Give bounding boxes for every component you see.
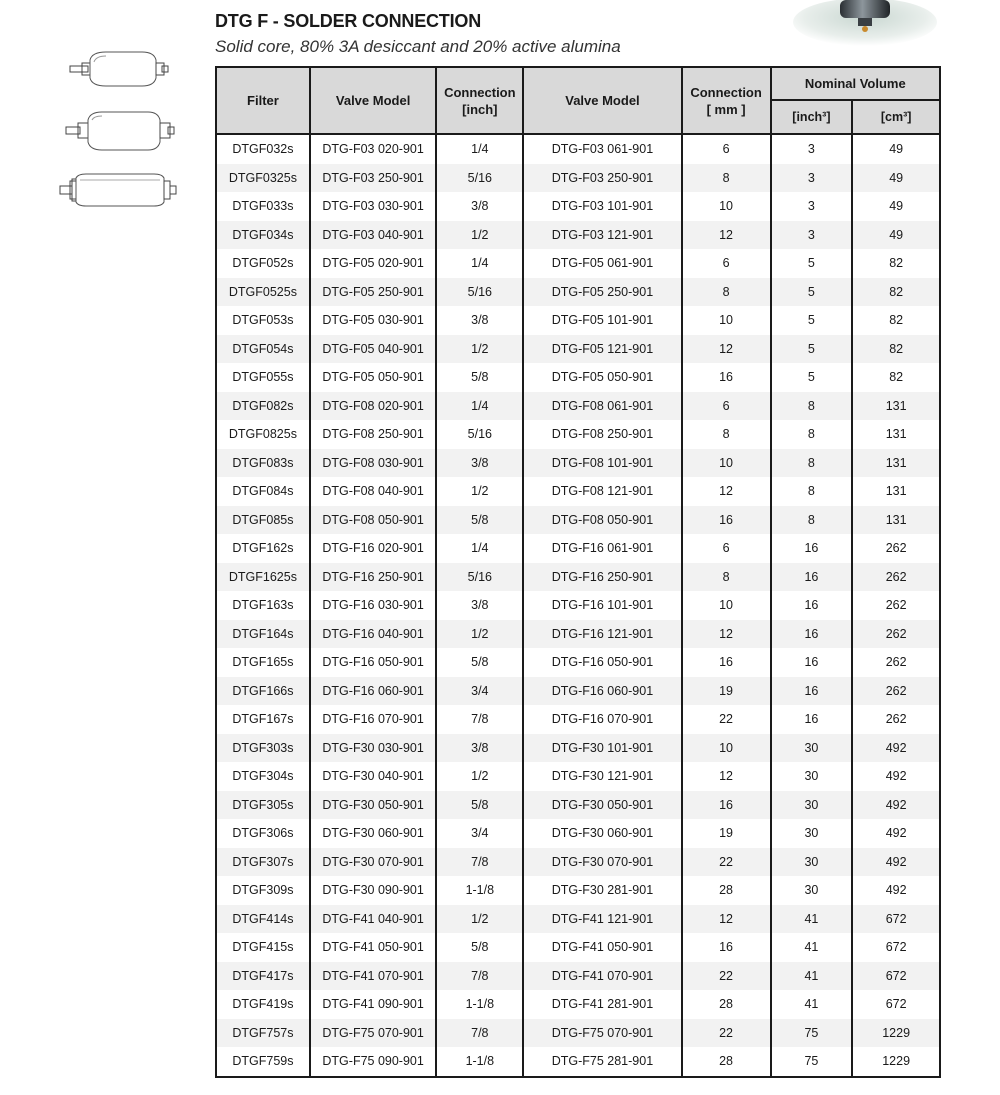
volume-cm3-cell: 49 <box>852 192 940 221</box>
filter-cell: DTGF305s <box>216 791 310 820</box>
filter-cell: DTGF083s <box>216 449 310 478</box>
filter-cell: DTGF419s <box>216 990 310 1019</box>
valve-model-cell: DTG-F05 030-901 <box>310 306 437 335</box>
connection-mm-cell: 12 <box>682 335 771 364</box>
connection-mm-cell: 10 <box>682 449 771 478</box>
filter-cell: DTGF415s <box>216 933 310 962</box>
connection-inch-cell: 3/4 <box>436 677 523 706</box>
volume-cm3-cell: 82 <box>852 335 940 364</box>
valve-model-cell: DTG-F30 090-901 <box>310 876 437 905</box>
filter-drier-medium-drawing <box>66 112 174 150</box>
valve-model-2-cell: DTG-F16 101-901 <box>523 591 681 620</box>
volume-cm3-cell: 262 <box>852 648 940 677</box>
filter-cell: DTGF054s <box>216 335 310 364</box>
valve-model-cell: DTG-F75 070-901 <box>310 1019 437 1048</box>
valve-model-2-cell: DTG-F08 050-901 <box>523 506 681 535</box>
valve-model-cell: DTG-F03 030-901 <box>310 192 437 221</box>
connection-inch-cell: 5/8 <box>436 933 523 962</box>
connection-inch-cell: 5/8 <box>436 791 523 820</box>
connection-mm-cell: 19 <box>682 677 771 706</box>
connection-mm-cell: 8 <box>682 420 771 449</box>
table-row <box>216 192 940 221</box>
valve-model-2-cell: DTG-F75 281-901 <box>523 1047 681 1077</box>
filter-cell: DTGF167s <box>216 705 310 734</box>
valve-model-2-cell: DTG-F05 101-901 <box>523 306 681 335</box>
connection-inch-cell: 3/4 <box>436 819 523 848</box>
valve-model-2-cell: DTG-F05 061-901 <box>523 249 681 278</box>
table-row <box>216 392 940 421</box>
table-row <box>216 1019 940 1048</box>
volume-cm3-cell: 131 <box>852 420 940 449</box>
valve-model-2-cell: DTG-F16 121-901 <box>523 620 681 649</box>
filter-cell: DTGF163s <box>216 591 310 620</box>
volume-cm3-cell: 492 <box>852 848 940 877</box>
volume-cm3-cell: 492 <box>852 819 940 848</box>
connection-inch-cell: 1/4 <box>436 392 523 421</box>
filter-cell: DTGF414s <box>216 905 310 934</box>
connection-inch-cell: 5/8 <box>436 648 523 677</box>
connection-mm-cell: 12 <box>682 762 771 791</box>
header-connection-inch-line2: [inch] <box>462 101 498 117</box>
filter-cell: DTGF055s <box>216 363 310 392</box>
volume-cm3-cell: 49 <box>852 134 940 164</box>
valve-model-2-cell: DTG-F05 250-901 <box>523 278 681 307</box>
volume-cm3-cell: 82 <box>852 363 940 392</box>
table-row <box>216 620 940 649</box>
volume-cm3-cell: 262 <box>852 591 940 620</box>
connection-inch-cell: 3/8 <box>436 591 523 620</box>
filter-drier-drawings <box>58 48 178 218</box>
connection-mm-cell: 22 <box>682 705 771 734</box>
connection-inch-cell: 1-1/8 <box>436 876 523 905</box>
connection-mm-cell: 10 <box>682 591 771 620</box>
table-row <box>216 249 940 278</box>
valve-model-2-cell: DTG-F08 250-901 <box>523 420 681 449</box>
filter-cell: DTGF053s <box>216 306 310 335</box>
filter-cell: DTGF162s <box>216 534 310 563</box>
table-row <box>216 762 940 791</box>
volume-inch3-cell: 5 <box>771 363 853 392</box>
volume-inch3-cell: 3 <box>771 164 853 193</box>
valve-model-cell: DTG-F08 040-901 <box>310 477 437 506</box>
valve-model-2-cell: DTG-F41 121-901 <box>523 905 681 934</box>
filter-cell: DTGF759s <box>216 1047 310 1077</box>
filter-cell: DTGF417s <box>216 962 310 991</box>
header-cm3: [cm³] <box>852 100 940 134</box>
valve-model-2-cell: DTG-F75 070-901 <box>523 1019 681 1048</box>
volume-inch3-cell: 8 <box>771 449 853 478</box>
volume-cm3-cell: 672 <box>852 990 940 1019</box>
connection-mm-cell: 28 <box>682 876 771 905</box>
filter-cell: DTGF033s <box>216 192 310 221</box>
volume-cm3-cell: 672 <box>852 933 940 962</box>
filter-cell: DTGF085s <box>216 506 310 535</box>
volume-cm3-cell: 1229 <box>852 1019 940 1048</box>
valve-model-2-cell: DTG-F05 050-901 <box>523 363 681 392</box>
header-connection-mm <box>682 67 771 134</box>
connection-mm-cell: 6 <box>682 534 771 563</box>
connection-mm-cell: 22 <box>682 1019 771 1048</box>
volume-inch3-cell: 3 <box>771 134 853 164</box>
table-row <box>216 876 940 905</box>
table-row <box>216 449 940 478</box>
volume-cm3-cell: 262 <box>852 677 940 706</box>
connection-mm-cell: 6 <box>682 249 771 278</box>
connection-inch-cell: 3/8 <box>436 306 523 335</box>
valve-model-2-cell: DTG-F30 070-901 <box>523 848 681 877</box>
connection-inch-cell: 3/8 <box>436 192 523 221</box>
volume-inch3-cell: 30 <box>771 819 853 848</box>
volume-inch3-cell: 16 <box>771 534 853 563</box>
connection-mm-cell: 22 <box>682 848 771 877</box>
filter-cell: DTGF165s <box>216 648 310 677</box>
volume-inch3-cell: 41 <box>771 933 853 962</box>
connection-inch-cell: 1/4 <box>436 249 523 278</box>
valve-model-cell: DTG-F08 020-901 <box>310 392 437 421</box>
table-row <box>216 677 940 706</box>
valve-model-2-cell: DTG-F30 281-901 <box>523 876 681 905</box>
filter-cell: DTGF0525s <box>216 278 310 307</box>
filter-cell: DTGF304s <box>216 762 310 791</box>
filter-cell: DTGF084s <box>216 477 310 506</box>
volume-inch3-cell: 5 <box>771 278 853 307</box>
connection-inch-cell: 7/8 <box>436 1019 523 1048</box>
connection-inch-cell: 3/8 <box>436 449 523 478</box>
volume-inch3-cell: 30 <box>771 791 853 820</box>
volume-cm3-cell: 131 <box>852 392 940 421</box>
volume-cm3-cell: 672 <box>852 962 940 991</box>
valve-model-2-cell: DTG-F08 121-901 <box>523 477 681 506</box>
volume-cm3-cell: 262 <box>852 705 940 734</box>
volume-cm3-cell: 1229 <box>852 1047 940 1077</box>
valve-model-2-cell: DTG-F16 070-901 <box>523 705 681 734</box>
header-valve-model: Valve Model <box>310 67 437 134</box>
valve-model-2-cell: DTG-F41 050-901 <box>523 933 681 962</box>
connection-mm-cell: 8 <box>682 164 771 193</box>
header-connection-inch <box>436 67 523 134</box>
filter-cell: DTGF034s <box>216 221 310 250</box>
connection-inch-cell: 1/4 <box>436 134 523 164</box>
connection-mm-cell: 28 <box>682 990 771 1019</box>
valve-model-2-cell: DTG-F30 121-901 <box>523 762 681 791</box>
volume-inch3-cell: 30 <box>771 734 853 763</box>
volume-inch3-cell: 16 <box>771 705 853 734</box>
valve-model-2-cell: DTG-F08 101-901 <box>523 449 681 478</box>
valve-model-2-cell: DTG-F41 070-901 <box>523 962 681 991</box>
table-row <box>216 278 940 307</box>
volume-cm3-cell: 262 <box>852 620 940 649</box>
filter-cell: DTGF1625s <box>216 563 310 592</box>
volume-inch3-cell: 3 <box>771 192 853 221</box>
volume-inch3-cell: 8 <box>771 420 853 449</box>
valve-model-cell: DTG-F16 050-901 <box>310 648 437 677</box>
table-row <box>216 534 940 563</box>
page-subtitle: Solid core, 80% 3A desiccant and 20% active alumina <box>215 37 621 56</box>
header-inch3: [inch³] <box>771 100 853 134</box>
valve-model-2-cell: DTG-F03 121-901 <box>523 221 681 250</box>
table-row <box>216 734 940 763</box>
valve-model-2-cell: DTG-F16 250-901 <box>523 563 681 592</box>
filter-cell: DTGF0825s <box>216 420 310 449</box>
connection-inch-cell: 1/2 <box>436 477 523 506</box>
spec-table <box>215 66 941 1078</box>
table-row <box>216 791 940 820</box>
volume-inch3-cell: 75 <box>771 1019 853 1048</box>
volume-inch3-cell: 30 <box>771 762 853 791</box>
volume-inch3-cell: 30 <box>771 848 853 877</box>
table-row <box>216 962 940 991</box>
filter-drier-photo <box>790 0 940 48</box>
volume-cm3-cell: 492 <box>852 876 940 905</box>
valve-model-cell: DTG-F30 030-901 <box>310 734 437 763</box>
table-row <box>216 164 940 193</box>
connection-inch-cell: 1/2 <box>436 762 523 791</box>
volume-inch3-cell: 16 <box>771 677 853 706</box>
filter-cell: DTGF757s <box>216 1019 310 1048</box>
volume-cm3-cell: 131 <box>852 449 940 478</box>
connection-mm-cell: 8 <box>682 278 771 307</box>
table-row <box>216 1047 940 1077</box>
table-row <box>216 648 940 677</box>
connection-mm-cell: 6 <box>682 392 771 421</box>
table-row <box>216 363 940 392</box>
valve-model-cell: DTG-F16 060-901 <box>310 677 437 706</box>
filter-cell: DTGF0325s <box>216 164 310 193</box>
valve-model-2-cell: DTG-F16 050-901 <box>523 648 681 677</box>
connection-inch-cell: 3/8 <box>436 734 523 763</box>
filter-cell: DTGF307s <box>216 848 310 877</box>
valve-model-2-cell: DTG-F03 061-901 <box>523 134 681 164</box>
header-nominal-volume: Nominal Volume <box>771 67 940 100</box>
volume-cm3-cell: 131 <box>852 506 940 535</box>
volume-cm3-cell: 672 <box>852 905 940 934</box>
filter-cell: DTGF166s <box>216 677 310 706</box>
table-row <box>216 420 940 449</box>
connection-inch-cell: 1/2 <box>436 905 523 934</box>
volume-cm3-cell: 82 <box>852 278 940 307</box>
valve-model-cell: DTG-F08 030-901 <box>310 449 437 478</box>
volume-inch3-cell: 5 <box>771 306 853 335</box>
connection-mm-cell: 12 <box>682 221 771 250</box>
table-row <box>216 933 940 962</box>
valve-model-cell: DTG-F30 050-901 <box>310 791 437 820</box>
connection-mm-cell: 8 <box>682 563 771 592</box>
connection-inch-cell: 5/8 <box>436 506 523 535</box>
valve-model-cell: DTG-F05 040-901 <box>310 335 437 364</box>
valve-model-2-cell: DTG-F08 061-901 <box>523 392 681 421</box>
valve-model-cell: DTG-F75 090-901 <box>310 1047 437 1077</box>
header-connection-mm-line2: [ mm ] <box>706 101 746 117</box>
table-row <box>216 848 940 877</box>
filter-cell: DTGF082s <box>216 392 310 421</box>
valve-model-cell: DTG-F30 070-901 <box>310 848 437 877</box>
connection-mm-cell: 19 <box>682 819 771 848</box>
valve-model-2-cell: DTG-F30 060-901 <box>523 819 681 848</box>
volume-cm3-cell: 262 <box>852 534 940 563</box>
volume-inch3-cell: 5 <box>771 249 853 278</box>
connection-inch-cell: 5/16 <box>436 420 523 449</box>
volume-inch3-cell: 16 <box>771 648 853 677</box>
filter-drier-large-drawing <box>60 174 176 206</box>
table-row <box>216 990 940 1019</box>
header-connection-mm-line1: Connection <box>690 84 762 100</box>
connection-mm-cell: 12 <box>682 905 771 934</box>
valve-model-cell: DTG-F08 250-901 <box>310 420 437 449</box>
valve-model-cell: DTG-F41 090-901 <box>310 990 437 1019</box>
valve-model-cell: DTG-F03 020-901 <box>310 134 437 164</box>
valve-model-2-cell: DTG-F03 101-901 <box>523 192 681 221</box>
table-row <box>216 306 940 335</box>
volume-inch3-cell: 41 <box>771 962 853 991</box>
table-row <box>216 705 940 734</box>
connection-mm-cell: 16 <box>682 648 771 677</box>
connection-mm-cell: 16 <box>682 506 771 535</box>
connection-mm-cell: 12 <box>682 620 771 649</box>
valve-model-cell: DTG-F16 030-901 <box>310 591 437 620</box>
valve-model-cell: DTG-F30 060-901 <box>310 819 437 848</box>
connection-mm-cell: 12 <box>682 477 771 506</box>
volume-inch3-cell: 30 <box>771 876 853 905</box>
valve-model-cell: DTG-F41 050-901 <box>310 933 437 962</box>
connection-mm-cell: 16 <box>682 363 771 392</box>
connection-mm-cell: 22 <box>682 962 771 991</box>
table-row <box>216 134 940 164</box>
volume-cm3-cell: 492 <box>852 791 940 820</box>
connection-inch-cell: 1/2 <box>436 335 523 364</box>
connection-inch-cell: 1/4 <box>436 534 523 563</box>
valve-model-cell: DTG-F08 050-901 <box>310 506 437 535</box>
volume-cm3-cell: 492 <box>852 762 940 791</box>
volume-inch3-cell: 8 <box>771 506 853 535</box>
volume-cm3-cell: 492 <box>852 734 940 763</box>
volume-cm3-cell: 82 <box>852 249 940 278</box>
table-body <box>216 134 940 1077</box>
valve-model-cell: DTG-F05 250-901 <box>310 278 437 307</box>
valve-model-cell: DTG-F05 050-901 <box>310 363 437 392</box>
volume-cm3-cell: 49 <box>852 164 940 193</box>
connection-inch-cell: 7/8 <box>436 705 523 734</box>
volume-inch3-cell: 41 <box>771 905 853 934</box>
valve-model-2-cell: DTG-F30 050-901 <box>523 791 681 820</box>
page-title: DTG F - SOLDER CONNECTION <box>215 11 481 31</box>
connection-mm-cell: 10 <box>682 734 771 763</box>
volume-inch3-cell: 3 <box>771 221 853 250</box>
connection-inch-cell: 1-1/8 <box>436 990 523 1019</box>
connection-mm-cell: 16 <box>682 791 771 820</box>
valve-model-2-cell: DTG-F16 061-901 <box>523 534 681 563</box>
connection-inch-cell: 5/16 <box>436 563 523 592</box>
table-row <box>216 477 940 506</box>
valve-model-cell: DTG-F05 020-901 <box>310 249 437 278</box>
volume-inch3-cell: 16 <box>771 620 853 649</box>
filter-cell: DTGF303s <box>216 734 310 763</box>
filter-cell: DTGF306s <box>216 819 310 848</box>
valve-model-cell: DTG-F30 040-901 <box>310 762 437 791</box>
connection-inch-cell: 1-1/8 <box>436 1047 523 1077</box>
connection-inch-cell: 5/16 <box>436 164 523 193</box>
valve-model-2-cell: DTG-F16 060-901 <box>523 677 681 706</box>
valve-model-cell: DTG-F41 040-901 <box>310 905 437 934</box>
connection-mm-cell: 10 <box>682 306 771 335</box>
connection-inch-cell: 5/16 <box>436 278 523 307</box>
header-connection-inch-line1: Connection <box>444 84 516 100</box>
table-row <box>216 905 940 934</box>
valve-model-cell: DTG-F16 040-901 <box>310 620 437 649</box>
valve-model-2-cell: DTG-F30 101-901 <box>523 734 681 763</box>
table-row <box>216 819 940 848</box>
connection-inch-cell: 7/8 <box>436 962 523 991</box>
filter-cell: DTGF164s <box>216 620 310 649</box>
volume-cm3-cell: 49 <box>852 221 940 250</box>
table-row <box>216 563 940 592</box>
connection-inch-cell: 7/8 <box>436 848 523 877</box>
connection-inch-cell: 5/8 <box>436 363 523 392</box>
table-row <box>216 591 940 620</box>
valve-model-cell: DTG-F16 070-901 <box>310 705 437 734</box>
connection-mm-cell: 6 <box>682 134 771 164</box>
volume-cm3-cell: 82 <box>852 306 940 335</box>
valve-model-cell: DTG-F03 040-901 <box>310 221 437 250</box>
connection-inch-cell: 1/2 <box>436 221 523 250</box>
valve-model-cell: DTG-F03 250-901 <box>310 164 437 193</box>
filter-cell: DTGF032s <box>216 134 310 164</box>
volume-inch3-cell: 16 <box>771 563 853 592</box>
volume-cm3-cell: 131 <box>852 477 940 506</box>
valve-model-cell: DTG-F16 020-901 <box>310 534 437 563</box>
filter-drier-small-drawing <box>70 52 168 86</box>
header-valve-model-2: Valve Model <box>523 67 681 134</box>
filter-cell: DTGF309s <box>216 876 310 905</box>
volume-cm3-cell: 262 <box>852 563 940 592</box>
valve-model-2-cell: DTG-F03 250-901 <box>523 164 681 193</box>
valve-model-2-cell: DTG-F41 281-901 <box>523 990 681 1019</box>
volume-inch3-cell: 41 <box>771 990 853 1019</box>
valve-model-cell: DTG-F41 070-901 <box>310 962 437 991</box>
volume-inch3-cell: 8 <box>771 477 853 506</box>
connection-mm-cell: 28 <box>682 1047 771 1077</box>
valve-model-2-cell: DTG-F05 121-901 <box>523 335 681 364</box>
volume-inch3-cell: 16 <box>771 591 853 620</box>
filter-cell: DTGF052s <box>216 249 310 278</box>
connection-mm-cell: 16 <box>682 933 771 962</box>
valve-model-cell: DTG-F16 250-901 <box>310 563 437 592</box>
volume-inch3-cell: 8 <box>771 392 853 421</box>
table-row <box>216 506 940 535</box>
connection-inch-cell: 1/2 <box>436 620 523 649</box>
volume-inch3-cell: 5 <box>771 335 853 364</box>
volume-inch3-cell: 75 <box>771 1047 853 1077</box>
header-filter: Filter <box>216 67 310 134</box>
table-row <box>216 221 940 250</box>
connection-mm-cell: 10 <box>682 192 771 221</box>
table-row <box>216 335 940 364</box>
